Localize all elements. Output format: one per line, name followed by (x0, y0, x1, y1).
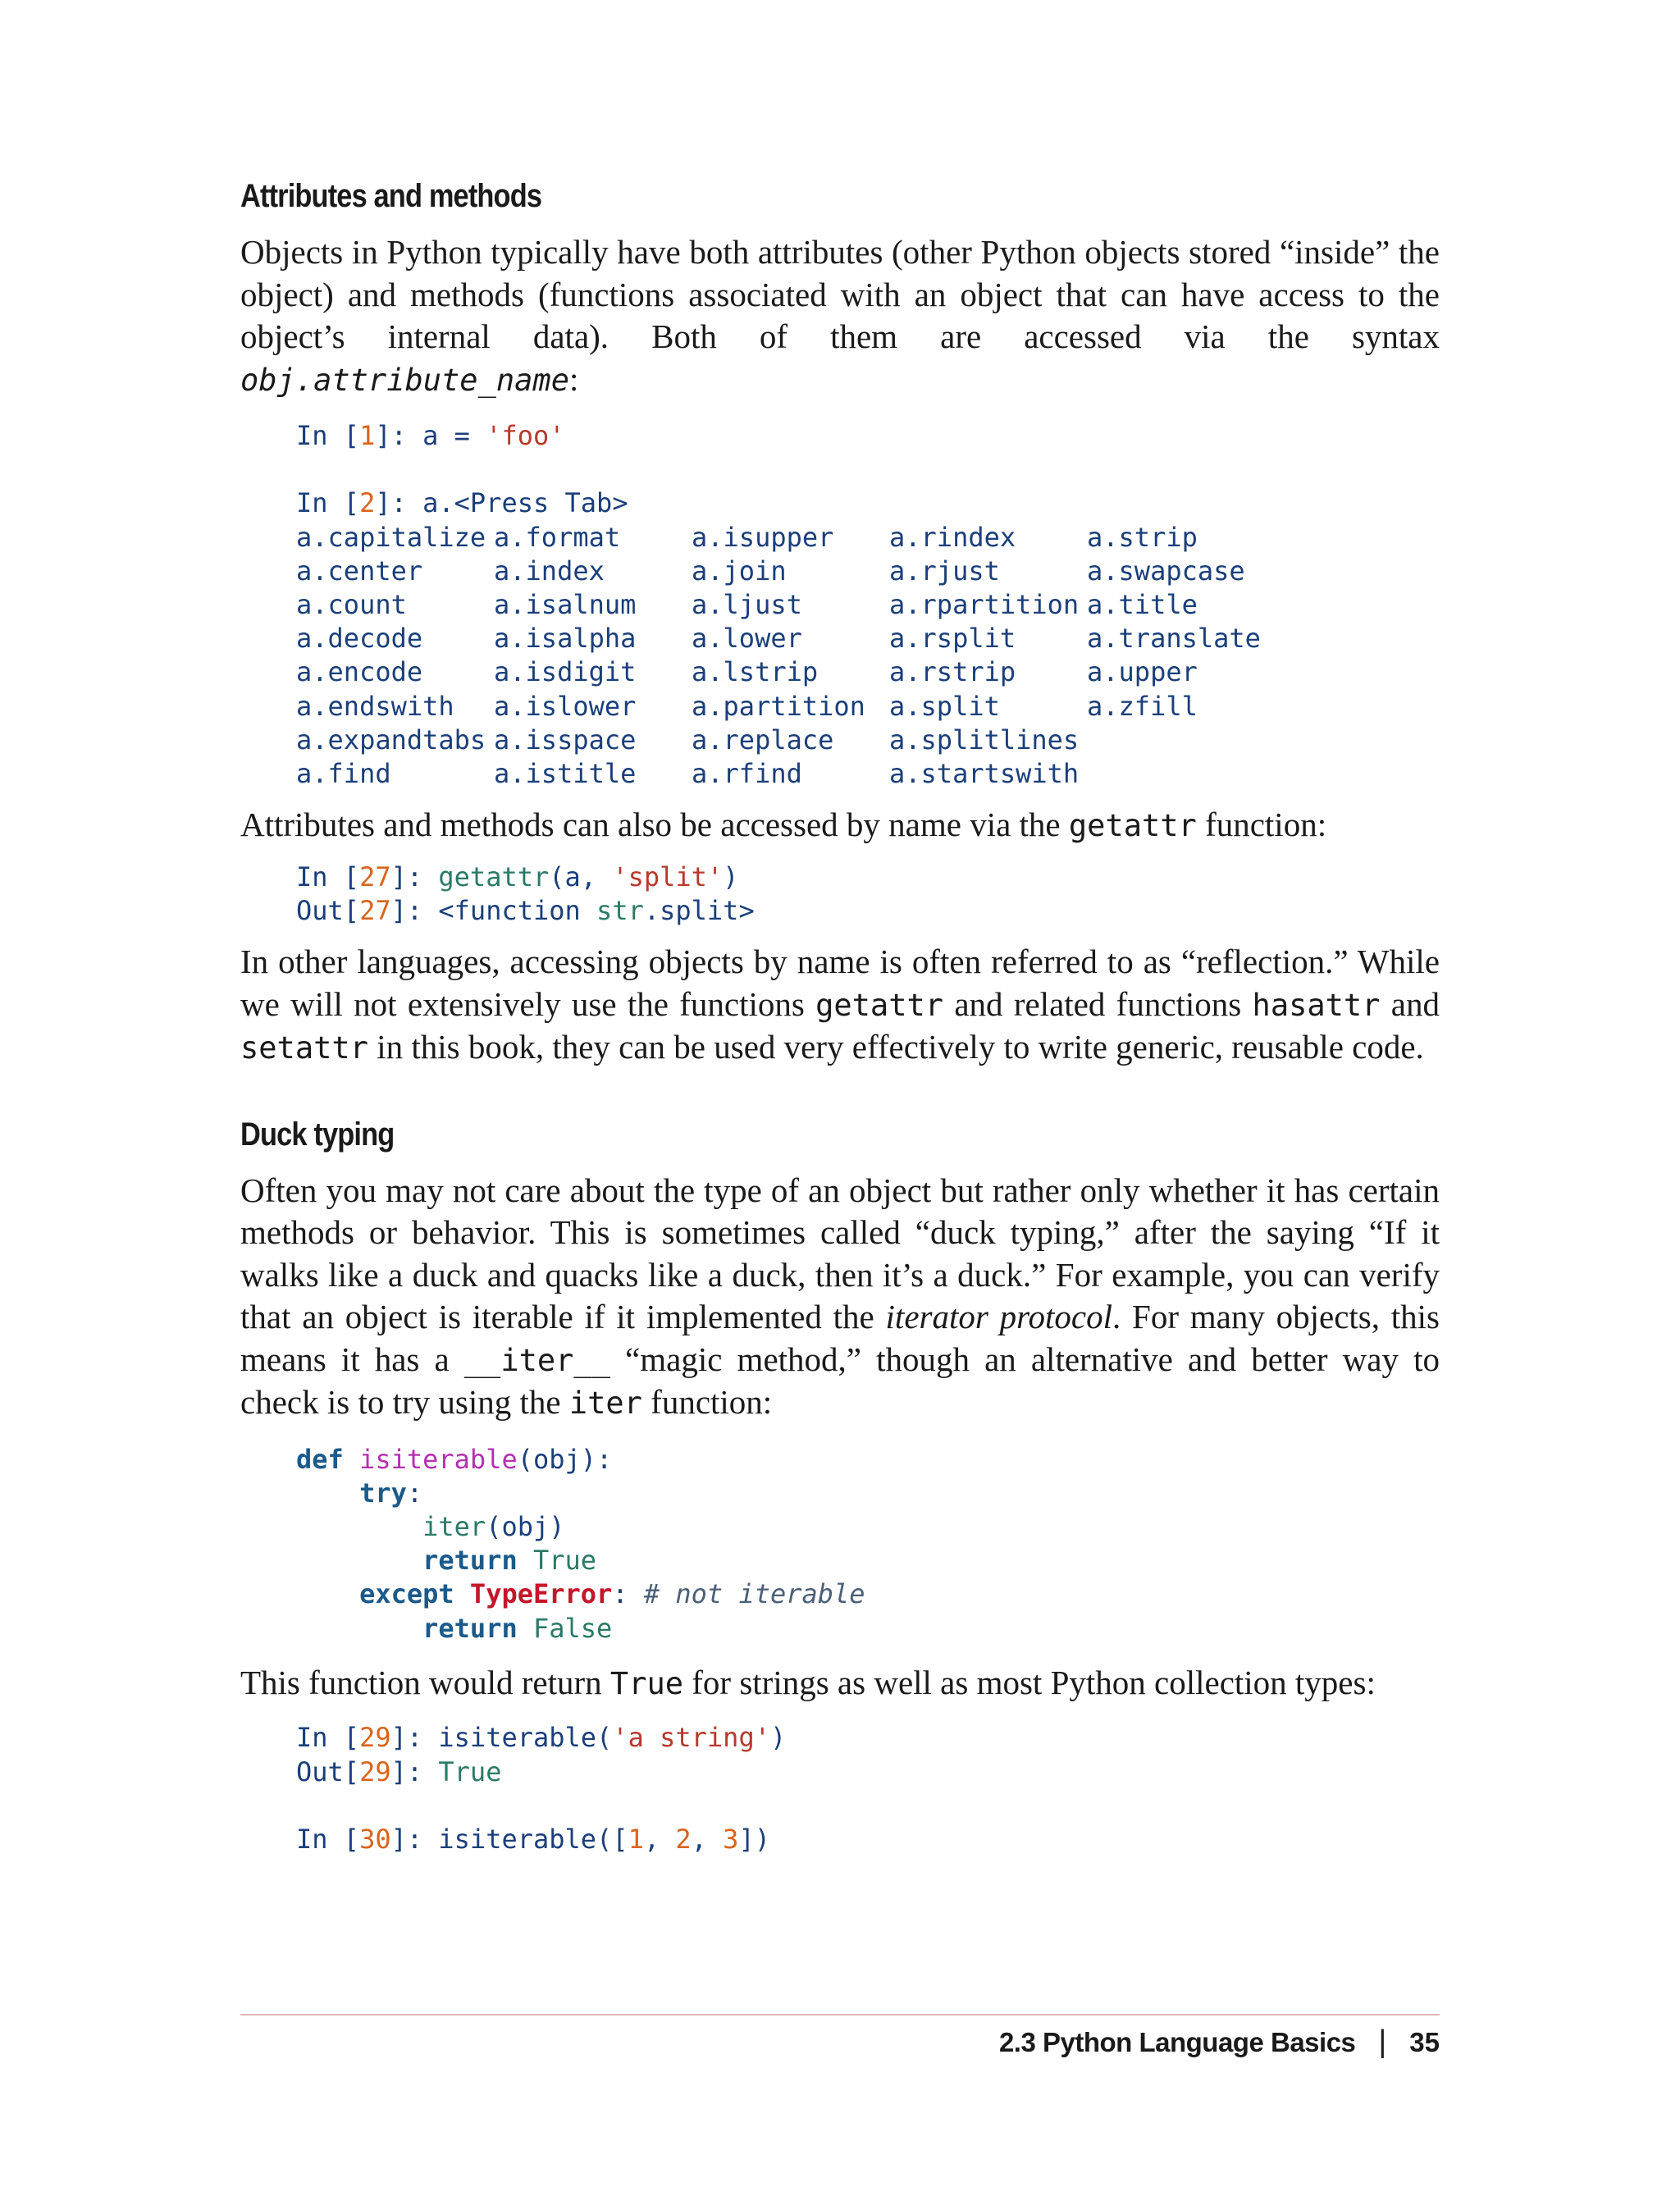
completion-item: a.islower (494, 690, 637, 722)
completion-item: a.zfill (1087, 690, 1198, 722)
footer-divider (240, 2014, 1440, 2016)
paragraph-reflection: In other languages, accessing objects by name is often referred to as “reflection.” While we will not extensively use the functions getattr and related functions hasattr and setattr in this book, they can be used very effectively to write generic, reusable code. (240, 943, 1440, 1066)
inline-code-iter: iter (568, 1386, 642, 1422)
completion-item: a.rfind (692, 758, 802, 790)
inline-code-iter-magic: __iter__ (463, 1342, 610, 1378)
completion-item: a.isupper (692, 521, 834, 553)
inline-code-getattr: getattr (1068, 808, 1197, 844)
emphasis-iterator-protocol: iterator protocol (885, 1298, 1112, 1336)
code-block-ipython-tab: In [1]: a = 'foo' In [2]: a.<Press Tab> (296, 420, 628, 519)
completion-item: a.title (1087, 589, 1198, 621)
completion-item: a.join (692, 555, 787, 587)
completion-item: a.partition (692, 690, 865, 722)
completion-item: a.isalpha (494, 623, 637, 655)
completion-item: a.index (494, 555, 605, 587)
completion-item: a.count (296, 589, 407, 621)
completion-item: a.rjust (889, 555, 1000, 587)
page-content (240, 174, 1440, 1856)
completion-item: a.rindex (889, 521, 1016, 553)
paragraph-getattr: Attributes and methods can also be accessed by name via the getattr function: (240, 806, 1327, 844)
completion-item: a.rsplit (889, 623, 1016, 655)
completion-item: a.split (889, 690, 1000, 722)
completion-item: a.splitlines (889, 724, 1080, 756)
tab-completion-list (296, 521, 1440, 792)
completion-item: a.expandtabs (296, 724, 486, 756)
completion-item: a.upper (1087, 656, 1198, 688)
completion-item: a.ljust (692, 589, 802, 621)
completion-item: a.rpartition (889, 589, 1080, 621)
completion-item: a.istitle (494, 758, 637, 790)
completion-item (1087, 757, 1285, 791)
completion-item: a.rstrip (889, 656, 1016, 688)
code-block-getattr: In [27]: getattr(a, 'split') Out[27]: <function str.split> (296, 861, 755, 926)
heading-attributes-and-methods: Attributes and methods (240, 178, 542, 214)
inline-code-true: True (609, 1665, 684, 1701)
completion-item: a.isalnum (494, 589, 637, 621)
inline-code-getattr-2: getattr (815, 987, 944, 1023)
completion-item: a.replace (692, 724, 834, 756)
completion-item: a.capitalize (296, 521, 486, 553)
completion-item: a.strip (1087, 521, 1198, 553)
page-footer (999, 2025, 1440, 2060)
completion-item: a.startswith (889, 758, 1080, 790)
paragraph-duck-typing: Often you may not care about the type of an object but rather only whether it has certain methods or behavior. This is sometimes called “duck typing,” after the saying “If it walks like a duck and quacks like a duck, then it’s a duck.” For example, you can verify that an object is iterable if it implemented the iterator protocol. For many objects, this means it has a __iter__ “magic method,” though an alternative and better way to check is to try using the iter function: (240, 1171, 1440, 1422)
heading-duck-typing: Duck typing (240, 1116, 395, 1153)
completion-item: a.isspace (494, 724, 637, 756)
completion-item: a.format (494, 521, 621, 553)
completion-item (1087, 724, 1285, 757)
inline-code-setattr: setattr (240, 1030, 368, 1066)
completion-item: a.swapcase (1087, 555, 1245, 587)
inline-code-hasattr: hasattr (1252, 987, 1381, 1023)
completion-item: a.lstrip (692, 656, 819, 688)
completion-item: a.encode (296, 656, 423, 688)
footer-section-title: 2.3 Python Language Basics (998, 2026, 1356, 2057)
footer-separator: | (1378, 2025, 1387, 2059)
completion-item: a.lower (692, 623, 802, 655)
code-block-isiterable-calls: In [29]: isiterable('a string') Out[29]: True In [30]: isiterable([1, 2, 3]) (296, 1722, 787, 1855)
inline-code-obj-attribute-name: obj.attribute_name (240, 362, 569, 398)
completion-item: a.center (296, 555, 423, 587)
page-number: 35 (1409, 2026, 1440, 2057)
code-block-isiterable-def: def isiterable(obj): try: iter(obj) return True except TypeError: # not iterable return False (296, 1443, 865, 1644)
completion-item: a.decode (296, 623, 423, 655)
completion-item: a.endswith (296, 690, 454, 722)
paragraph-attributes-intro: Objects in Python typically have both attributes (other Python objects stored “inside” the object) and methods (functions associated with an object that can have access to the object’s internal data). Both of them are accessed via the syntax obj.attribute_name: (240, 233, 1440, 398)
paragraph-return-true: This function would return True for strings as well as most Python collection types: (240, 1663, 1376, 1701)
completion-item: a.find (296, 758, 391, 790)
completion-item: a.isdigit (494, 656, 637, 688)
completion-item: a.translate (1087, 623, 1261, 655)
